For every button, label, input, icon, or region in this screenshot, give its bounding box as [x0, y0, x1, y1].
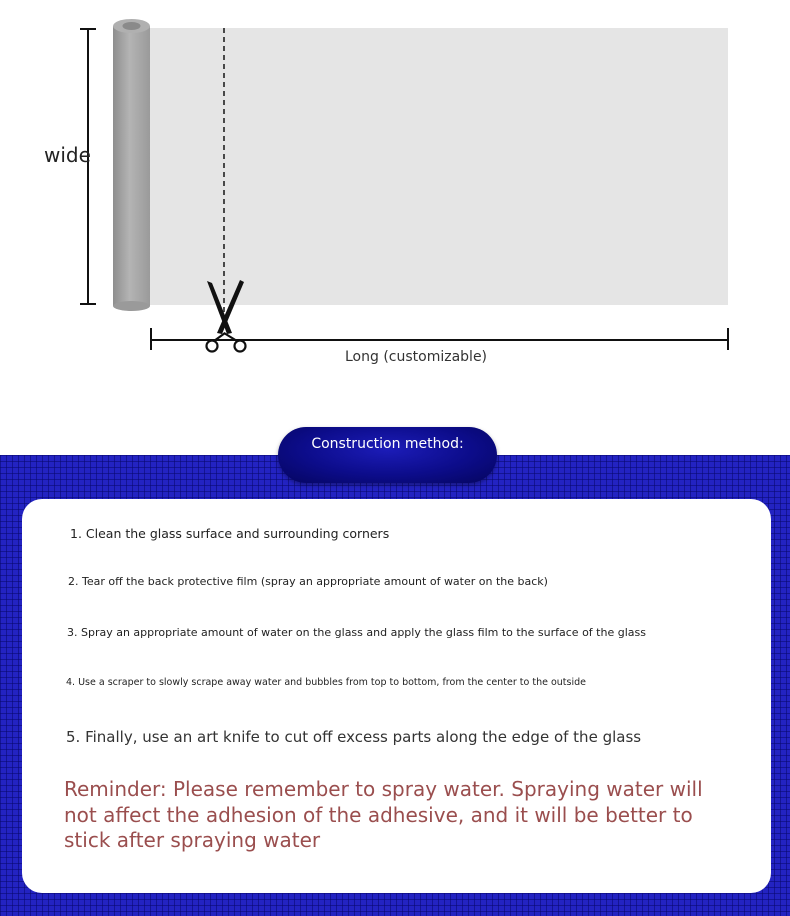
step-4: 4. Use a scraper to slowly scrape away water and bubbles from top to bottom, from the center to the outside [66, 677, 586, 688]
step-1: 1. Clean the glass surface and surrounding corners [70, 526, 390, 541]
roll-icon [113, 19, 150, 311]
film-size-diagram [0, 0, 790, 400]
step-3: 3. Spray an appropriate amount of water on the glass and apply the glass film to the surface of the glass [67, 626, 646, 639]
length-label: Long (customizable) [345, 349, 488, 365]
width-label: wide [44, 143, 91, 167]
film-sheet [148, 28, 728, 305]
instructions-card [22, 499, 771, 893]
step-5: 5. Finally, use an art knife to cut off excess parts along the edge of the glass [66, 728, 642, 746]
reminder-text: Reminder: Please remember to spray water. Spraying water will not affect the adhesion of the adhesive, and it will be better to stick after spraying water [64, 777, 703, 852]
step-2: 2. Tear off the back protective film (spray an appropriate amount of water on the back) [68, 575, 548, 588]
construction-method-badge: Construction method: [278, 427, 497, 483]
